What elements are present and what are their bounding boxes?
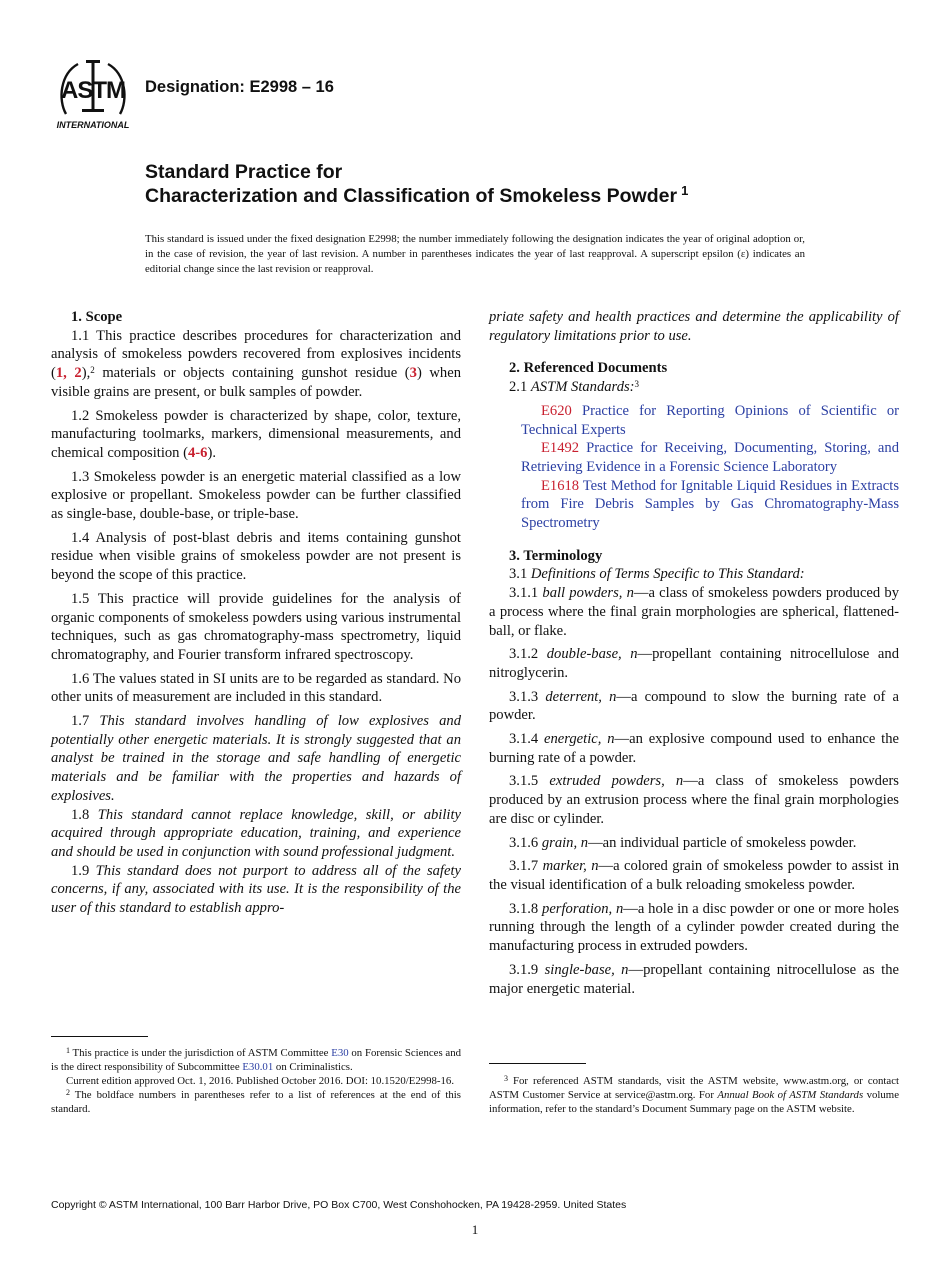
issuance-note: This standard is issued under the fixed designation E2998; the number immediately following the designation indicates the year of original adoption or, in the case of revision, the year of last revision. A number in parentheses indicates the year of last reapproval. A superscript epsilon (ε) indicates an editorial change since the last revision or reapproval.: [145, 233, 805, 275]
left-column: [51, 308, 461, 918]
page-number: 1: [471, 1222, 479, 1237]
standard-link-e1618[interactable]: E1618: [541, 477, 580, 494]
right-column: [489, 308, 899, 998]
para-1-8: 1.8 This standard cannot replace knowledge, skill, or ability acquired through appropriate education, training, and experience and should be used in conjunction with sound professional judgment.: [51, 806, 461, 860]
standard-link-e620[interactable]: E620: [541, 402, 572, 419]
svg-text:INTERNATIONAL: INTERNATIONAL: [56, 120, 130, 130]
reference-item: [489, 402, 899, 439]
document-title: [145, 160, 688, 208]
footnote-divider: [489, 1063, 586, 1064]
section-3-heading: 3. Terminology: [509, 547, 603, 564]
para-1-4: 1.4 Analysis of post-blast debris and items containing gunshot residue when visible grains of smokeless powder are not present is beyond the scope of this practice.: [51, 529, 461, 584]
term-3-1-4: 3.1.4 energetic, n—an explosive compound used to enhance the burning rate of a powder.: [489, 731, 899, 766]
section-1-heading: 1. Scope: [71, 309, 123, 325]
para-1-1: 1.1 This practice describes procedures for characterization and analysis of smokeless powders recovered from explosives incidents (1, 2),$^2$ materials or objects containing gunshot residue (3) when visible grains are present, or bulk samples of powder.: [51, 327, 461, 400]
title-footnote-mark: 1: [681, 183, 689, 198]
para-1-2: 1.2 Smokeless powder is characterized by shape, color, texture, manufacturing toolmarks, markers, dimensional measurements, and chemical composition (4-6).: [51, 407, 461, 461]
para-1-9-continued: priate safety and health practices and determine the applicability of regulatory limitations prior to use.: [489, 309, 899, 344]
term-3-1-1: 3.1.1 ball powders, n—a class of smokeless powders produced by a process where the final grain morphologies are spherical, flattened-ball, or flake.: [489, 585, 899, 639]
para-1-7: 1.7 This standard involves handling of low explosives and potentially other energetic materials. It is strongly suggested that an analyst be trained in the storage and safe handling of energetic materials and be familiar with the properties and hazards of explosives.: [51, 713, 462, 804]
footnote-1-edition: Current edition approved Oct. 1, 2016. Published October 2016. DOI: 10.1520/E2998-16.: [66, 1075, 455, 1087]
para-3-1: 3.1 Definitions of Terms Specific to This Standard:: [509, 566, 805, 583]
designation: Designation: E2998 – 16: [145, 78, 334, 96]
svg-text:ASTM: ASTM: [61, 77, 125, 104]
copyright-notice: Copyright © ASTM International, 100 Barr Harbor Drive, PO Box C700, West Conshohocken, PA 19428-2959. United States: [51, 1199, 627, 1211]
footnote-mark-2: 2: [90, 365, 95, 376]
standard-title-link[interactable]: Practice for Receiving, Documenting, Storing, and Retrieving Evidence in a Forensic Science Laboratory: [521, 440, 899, 475]
reference-item: [489, 439, 899, 476]
term-3-1-3: 3.1.3 deterrent, n—a compound to slow the burning rate of a powder.: [489, 688, 899, 724]
term-3-1-6: 3.1.6 grain, n—an individual particle of smokeless powder.: [509, 834, 857, 851]
committee-link-e30[interactable]: E30: [331, 1047, 349, 1059]
footnote-3: $^3$ For referenced ASTM standards, visit the ASTM website, www.astm.org, or contact ASTM Customer Service at service@astm.org. For Annual Book of ASTM Standards volume information, refer to the standard’s Document Summary page on the ASTM website.: [489, 1074, 899, 1115]
reference-item: [489, 477, 899, 533]
footnote-1: $^1$ This practice is under the jurisdiction of ASTM Committee E30 on Forensic Sciences and is the direct responsibility of Subcommittee E30.01 on Criminalistics.: [51, 1046, 461, 1073]
title-main: Characterization and Classification of Smokeless Powder: [145, 185, 678, 207]
footnote-2: $^2$ The boldface numbers in parentheses refer to a list of references at the end of this standard.: [51, 1088, 461, 1115]
footnotes-left: [51, 1046, 461, 1116]
para-1-6: 1.6 The values stated in SI units are to be regarded as standard. No other units of measurement are included in this standard.: [51, 670, 461, 706]
ref-link-4-6[interactable]: 4-6: [187, 444, 208, 461]
para-1-9: 1.9 This standard does not purport to address all of the safety concerns, if any, associated with its use. It is the responsibility of the user of this standard to establish appro-: [51, 862, 461, 917]
standard-link-e1492[interactable]: E1492: [541, 440, 580, 457]
term-3-1-9: 3.1.9 single-base, n—propellant containing nitrocellulose as the major energetic material.: [489, 961, 899, 997]
title-line-1: Standard Practice for: [145, 161, 343, 183]
astm-logo: [52, 56, 134, 132]
section-2-heading: 2. Referenced Documents: [509, 360, 668, 377]
term-3-1-7: 3.1.7 marker, n—a colored grain of smokeless powder to assist in the visual identification of a bulk reloading smokeless powder.: [489, 858, 900, 893]
standard-title-link[interactable]: Test Method for Ignitable Liquid Residues in Extracts from Fire Debris Samples by Gas Chromatography-Mass Spectrometry: [521, 477, 899, 532]
footnotes-right: [489, 1074, 899, 1116]
term-3-1-5: 3.1.5 extruded powders, n—a class of smokeless powders produced by an extrusion process where the final grain morphologies are disc or cylinder.: [489, 773, 899, 827]
subcommittee-link-e30-01[interactable]: E30.01: [242, 1061, 274, 1073]
para-2-1: 2.1 ASTM Standards:$^3$: [509, 379, 640, 396]
standard-title-link[interactable]: Practice for Reporting Opinions of Scientific or Technical Experts: [521, 402, 899, 438]
para-1-3: 1.3 Smokeless powder is an energetic material classified as a low explosive or propellant. Smokeless powder can be further classified as single-base, double-base, or triple-base.: [51, 468, 461, 523]
term-3-1-8: 3.1.8 perforation, n—a hole in a disc powder or one or more holes running through the length of a cylinder powder created during the manufacturing process in extruded powders.: [489, 900, 899, 955]
title-line-2: [145, 184, 688, 208]
ref-link-2[interactable]: 2: [74, 365, 82, 382]
ref-link-3[interactable]: 3: [409, 365, 417, 382]
footnote-divider: [51, 1036, 148, 1037]
ref-link-1[interactable]: 1,: [55, 365, 67, 382]
term-3-1-2: 3.1.2 double-base, n—propellant containing nitrocellulose and nitroglycerin.: [489, 646, 899, 681]
para-1-5: 1.5 This practice will provide guidelines for the analysis of organic components of smokeless powders using various instrumental techniques, such as gas chromatography-mass spectrometry, liquid chromatography, and Fourier transform infrared spectroscopy.: [51, 590, 461, 663]
